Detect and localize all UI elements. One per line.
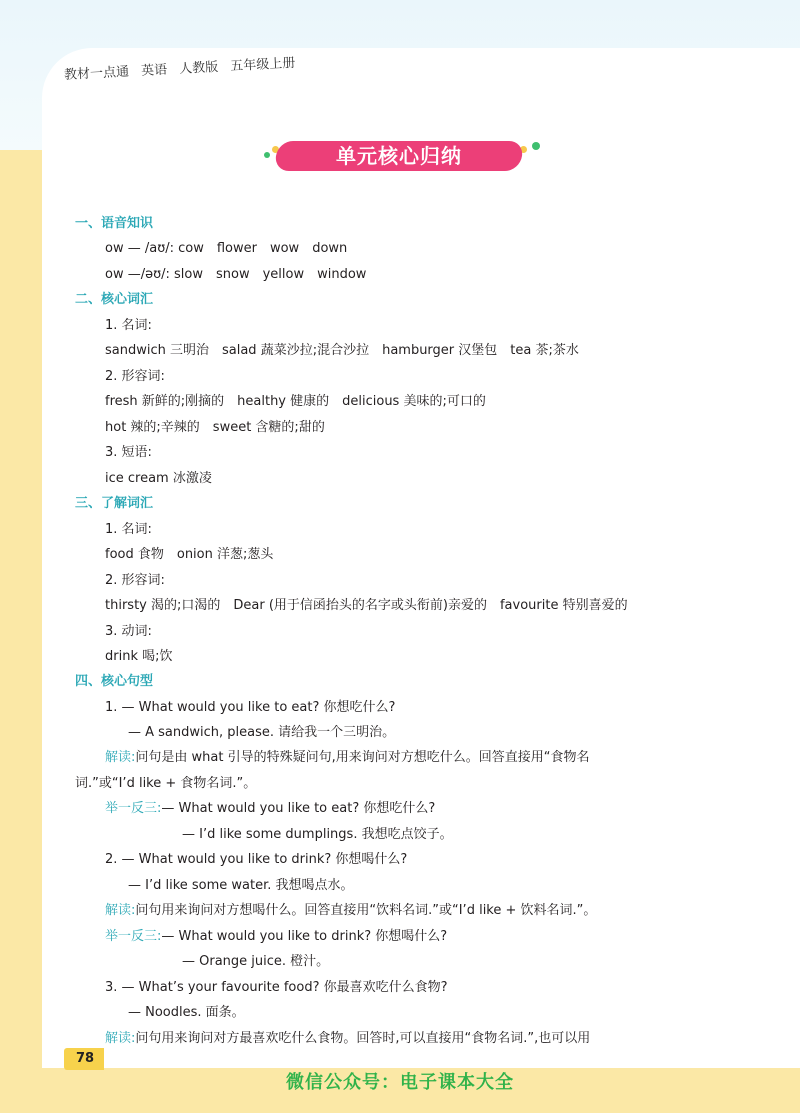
text-line: 1. — What would you like to eat? 你想吃什么? <box>105 700 396 715</box>
section-heading-core-vocab: 二、核心词汇 <box>75 292 154 307</box>
explain-text: 问句是由 what 引导的特殊疑问句,用来询问对方想吃什么。回答直接用“食物名 <box>135 750 590 765</box>
page-title: 单元核心归纳 <box>336 144 462 168</box>
text-line: sandwich 三明治 salad 蔬菜沙拉;混合沙拉 hamburger 汉堡包 tea 茶;茶水 <box>105 343 579 358</box>
header-edition: 人教版 <box>178 59 219 77</box>
practice-label: 举一反三: <box>105 801 162 816</box>
header-book: 教材一点通 <box>63 64 130 83</box>
text-line: thirsty 渴的;口渴的 Dear (用于信函抬头的名字或头衔前)亲爱的 favourite 特别喜爱的 <box>105 598 628 613</box>
text-line: 3. 动词: <box>105 624 152 639</box>
practice-text: — What would you like to eat? 你想吃什么? <box>161 801 436 816</box>
header-grade: 五年级上册 <box>229 55 296 75</box>
decor-dot <box>532 142 540 150</box>
footer-watermark: 微信公众号：电子课本大全 <box>286 1072 514 1093</box>
text-line: ice cream 冰激凌 <box>105 471 212 486</box>
text-line: — Noodles. 面条。 <box>128 1005 245 1020</box>
text-line: 1. 名词: <box>105 522 152 537</box>
explain-text: 问句用来询问对方想喝什么。回答直接用“饮料名词.”或“I’d like + 饮料名词.”。 <box>135 903 597 918</box>
explain-label: 解读: <box>105 1031 136 1046</box>
text-line: 1. 名词: <box>105 318 152 333</box>
page-number: 78 <box>64 1048 104 1070</box>
title-banner <box>270 138 528 174</box>
header-subject: 英语 <box>140 62 168 79</box>
explain-label: 解读: <box>105 750 136 765</box>
explain-line <box>105 1027 590 1046</box>
text-line: fresh 新鲜的;刚摘的 healthy 健康的 delicious 美味的;可口的 <box>105 394 486 409</box>
text-line: 3. 短语: <box>105 445 152 460</box>
text-line: drink 喝;饮 <box>105 649 173 664</box>
text-line: food 食物 onion 洋葱;葱头 <box>105 547 274 562</box>
practice-line <box>105 797 435 816</box>
practice-text: — What would you like to drink? 你想喝什么? <box>161 929 448 944</box>
text-line: 3. — What’s your favourite food? 你最喜欢吃什么食物? <box>105 980 448 995</box>
text-line: — I’d like some water. 我想喝点水。 <box>128 878 354 893</box>
practice-line <box>105 925 447 944</box>
explain-line <box>105 746 589 765</box>
text-line: hot 辣的;辛辣的 sweet 含糖的;甜的 <box>105 420 325 435</box>
text-line: ow —/əʊ/: slow snow yellow window <box>105 267 367 282</box>
text-line: 2. — What would you like to drink? 你想喝什么? <box>105 852 408 867</box>
text-line: — A sandwich, please. 请给我一个三明治。 <box>128 725 396 740</box>
explain-text: 问句用来询问对方最喜欢吃什么食物。回答时,可以直接用“食物名词.”,也可以用 <box>135 1031 591 1046</box>
text-line: 2. 形容词: <box>105 573 165 588</box>
text-line: — Orange juice. 橙汁。 <box>182 954 330 969</box>
section-heading-phonics: 一、语音知识 <box>75 216 154 231</box>
explain-line <box>105 899 596 918</box>
practice-label: 举一反三: <box>105 929 162 944</box>
explain-label: 解读: <box>105 903 136 918</box>
section-heading-extra-vocab: 三、了解词汇 <box>75 496 154 511</box>
text-line: 2. 形容词: <box>105 369 165 384</box>
text-line: — I’d like some dumplings. 我想吃点饺子。 <box>182 827 453 842</box>
text-line: ow — /aʊ/: cow flower wow down <box>105 241 348 256</box>
section-heading-sentences: 四、核心句型 <box>75 674 154 689</box>
text-line: 词.”或“I’d like + 食物名词.”。 <box>75 776 257 791</box>
